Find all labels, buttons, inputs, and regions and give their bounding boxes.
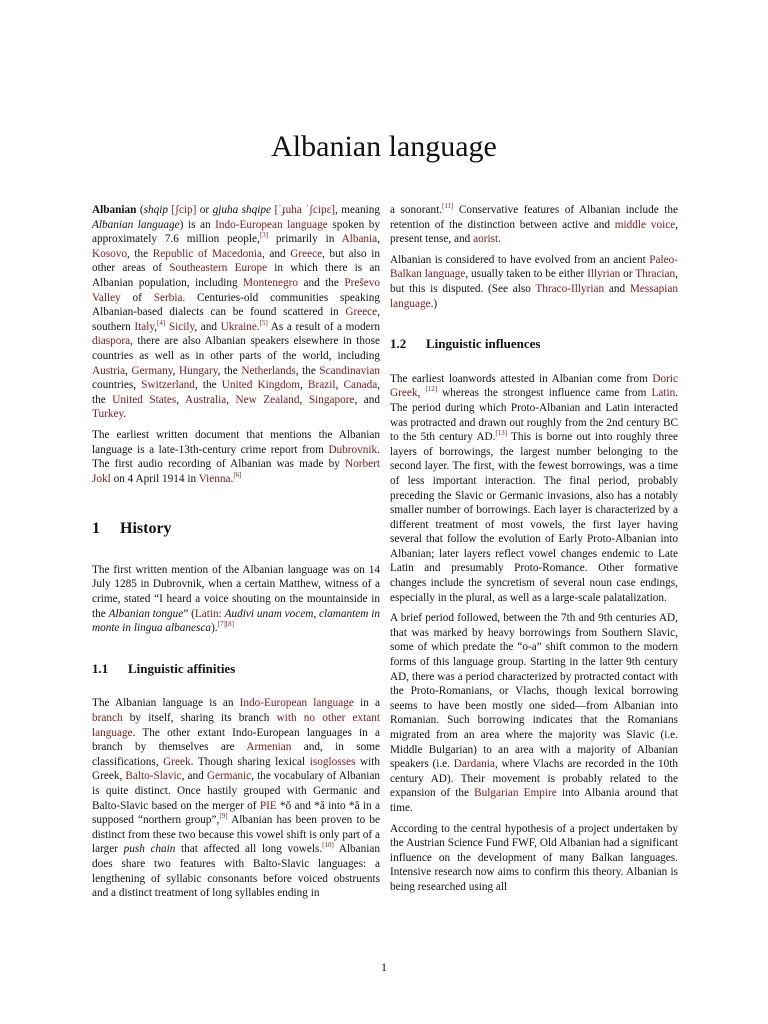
text-run: The first written mention of the Albanian language was on 14 July 1285 in Dubrovnik, when a certain Matthew, witness of a crime, stated “I heard a voice shouting on the mountainside in the	[92, 563, 380, 620]
wiki-link[interactable]: Doric Greek	[390, 372, 678, 400]
wiki-link[interactable]: Norbert Jokl	[92, 458, 380, 485]
wiki-link[interactable]: isoglosses	[309, 755, 356, 768]
text-run: :	[218, 607, 225, 620]
italic-text: gjuha shqipe	[212, 204, 272, 216]
wiki-link[interactable]: Greece	[345, 306, 378, 319]
text-run: ,	[226, 393, 236, 406]
paragraph	[92, 563, 380, 636]
wiki-link[interactable]: Latin	[194, 607, 219, 620]
wiki-link[interactable]: Bulgarian Empire	[474, 787, 557, 800]
wiki-link[interactable]: Singapore	[308, 393, 355, 406]
text-run: in which there is an Albanian population, including	[92, 262, 381, 289]
wiki-link[interactable]: Balto-Slavic	[125, 770, 182, 783]
section-number: 1.2	[390, 336, 407, 352]
italic-text: Albanian tongue	[108, 607, 184, 620]
wiki-link[interactable]: Scandinavian	[319, 364, 380, 377]
text-run: , but this is disputed. (See also	[390, 268, 678, 295]
wiki-link[interactable]: Hungary	[179, 364, 218, 377]
italic-text: push chain	[123, 843, 176, 856]
text-run: , the	[92, 379, 380, 406]
section-heading	[390, 337, 678, 352]
wiki-link[interactable]: United States	[112, 393, 177, 406]
text-run: ,	[172, 364, 180, 377]
paragraph	[390, 203, 678, 247]
section-heading	[92, 662, 380, 677]
text-run: and the	[298, 276, 345, 289]
section-number: 1.1	[92, 660, 109, 676]
citation-link[interactable]: [3]	[259, 231, 269, 240]
text-run: and, in some classifications,	[92, 741, 380, 768]
citation-link[interactable]: [9]	[219, 812, 228, 821]
citation-link[interactable]: [5]	[259, 318, 268, 327]
wiki-link[interactable]: branch	[92, 712, 123, 725]
wiki-link[interactable]: Canada	[343, 379, 378, 392]
wiki-link[interactable]: Thraco-Illyrian	[535, 282, 605, 295]
wiki-link[interactable]: middle voice	[614, 218, 676, 231]
citation-link[interactable]: [12]	[425, 385, 438, 394]
wiki-link[interactable]: Greek	[163, 755, 191, 768]
citation-link[interactable]: [10]	[322, 841, 334, 850]
section-title: History	[120, 520, 172, 538]
text-run: ) is an	[179, 218, 216, 231]
text-run: ,	[377, 233, 380, 246]
text-run: , usually taken to be either	[465, 268, 588, 281]
text-run: or	[196, 204, 213, 216]
page-number: 1	[381, 960, 387, 974]
text-run: in a	[353, 697, 380, 710]
text-run: , the vocabulary of Albanian is quite distinct. Once hastily grouped with Germanic and Balto-Slavic based on the merger of	[92, 770, 380, 812]
section-heading	[92, 522, 380, 537]
wiki-link[interactable]: Serbia	[153, 291, 183, 304]
wiki-link[interactable]: Kosovo	[92, 247, 128, 260]
text-run: The Albanian language is an	[92, 697, 240, 710]
text-run: with Greek,	[92, 755, 380, 783]
wiki-link[interactable]: Montenegro	[243, 276, 299, 289]
text-run: into Albania around that time.	[390, 787, 678, 814]
paragraph	[390, 611, 678, 815]
text-run: ).	[211, 622, 218, 635]
text-run: , but also in other areas of	[92, 247, 381, 275]
wiki-link[interactable]: Brazil	[308, 379, 336, 392]
paragraph	[390, 253, 678, 311]
wiki-link[interactable]: Albania	[341, 233, 378, 246]
text-run: , and	[261, 247, 291, 260]
wiki-link[interactable]: Ukraine	[220, 320, 257, 333]
wiki-link[interactable]: [ʃcip]	[171, 204, 197, 216]
wiki-link[interactable]: Netherlands	[241, 364, 296, 377]
text-run: , the	[194, 379, 222, 392]
text-run: , where Vlachs are recorded in the 10th century AD). Their movement is probably related to the expansion of the	[390, 758, 678, 800]
wiki-link[interactable]: Sicily	[168, 320, 195, 333]
wiki-link[interactable]: Germanic	[206, 770, 252, 783]
text-run: . The first audio recording of Albanian was made by	[92, 443, 380, 471]
text-run: This is borne out into roughly three layers of borrowings, the largest number belonging to the second layer. The first, with the fewest borrowings, was a time of less important interaction. The final period, probably preceding the Slavic or Germanic invasions, also has a notably smaller number of borrowings. Each layer is characterized by a different treatment of most vowels, the first layer having several that follow the evolution of Early Proto-Albanian into Albanian; later layers reflect vowel changes endemic to Late Latin and presumably Proto-Romance. Other formative changes include the syncretism of several noun case endings, especially in the plural, as well as a large-scale palatalization.	[390, 431, 679, 604]
wiki-link[interactable]: Australia	[184, 393, 227, 406]
text-run: , present tense, and	[390, 218, 678, 246]
text-run: , the	[295, 364, 320, 377]
wiki-link[interactable]: Republic of Macedonia	[152, 247, 262, 260]
citation-link[interactable]: [4]	[157, 318, 166, 327]
wiki-link[interactable]: Preševo Valley	[92, 276, 380, 304]
text-run: .	[230, 472, 234, 485]
section-title: Linguistic influences	[426, 336, 541, 352]
wiki-link[interactable]: diaspora	[92, 335, 131, 348]
paragraph	[92, 696, 380, 900]
section-title: Linguistic affinities	[128, 660, 236, 676]
text-run: that affected all long vowels.	[175, 843, 323, 856]
paragraph	[92, 428, 380, 486]
wiki-link[interactable]: Messapian language	[390, 282, 678, 310]
text-run: . The other extant Indo-European languages in a branch by themselves are	[92, 726, 380, 754]
italic-text: shqip	[143, 204, 168, 216]
text-run: a sonorant.	[390, 204, 443, 216]
wiki-link[interactable]: Switzerland	[141, 379, 195, 392]
wiki-link[interactable]: Indo-European language	[239, 697, 354, 710]
text-run: on 4 April 1914 in	[110, 472, 199, 485]
wiki-link[interactable]: Dardania	[453, 758, 495, 771]
wiki-link[interactable]: Paleo-Balkan language	[390, 253, 678, 281]
page-title: Albanian language	[271, 130, 497, 164]
text-run: . Centuries-old communities speaking Albanian-based dialects can be found scattered in	[92, 291, 380, 319]
section-number: 1	[92, 520, 100, 538]
text-run: *ŏ and *ă into *ă in a supposed “northern group”,	[92, 799, 380, 827]
wiki-link[interactable]: Southeastern Europe	[169, 262, 268, 275]
text-run: Albanian is considered to have evolved from an ancient	[390, 253, 650, 266]
wiki-link[interactable]: Germany	[131, 364, 173, 377]
text-run: countries,	[92, 379, 142, 392]
text-run: spoken by approximately 7.6 million people,	[92, 218, 381, 246]
text-run: of	[120, 291, 154, 304]
text-run: The earliest written document that mentions the Albanian language is a late-13th-century crime report from	[92, 428, 380, 456]
text-run: As a result of a modern	[267, 320, 380, 333]
citation-link[interactable]: [11]	[442, 202, 454, 210]
text-run: ” (	[183, 607, 195, 620]
wiki-link[interactable]: United Kingdom	[221, 379, 301, 392]
text-run: (	[136, 204, 144, 216]
wiki-link[interactable]: [ˈɟuha ˈʃcipɛ]	[274, 204, 336, 216]
paragraph	[390, 372, 678, 606]
text-run: ,	[176, 393, 185, 406]
text-run: , there are also Albanian speakers elsewhere in those countries as well as in other parts of the world, including	[92, 335, 380, 362]
text-run: ,	[300, 379, 308, 392]
text-run: by itself, sharing its branch	[122, 712, 277, 725]
text-run: ,	[299, 393, 309, 406]
paragraph	[390, 822, 678, 895]
text-run: ,	[417, 387, 426, 400]
text-run: .	[256, 320, 260, 333]
paragraph	[92, 203, 380, 422]
text-run: According to the central hypothesis of a project undertaken by the Austrian Science Fund FWF, Old Albanian had a significant influence on the development of many Balkan languages. Intensive research now aims to confirm this theory. Albanian is being researched using all	[390, 822, 678, 893]
text-run: ,	[335, 379, 344, 392]
italic-text: Audivi unam vocem, clamantem in monte in lingua albanesca	[92, 607, 380, 635]
citation-link[interactable]: [7][8]	[217, 620, 234, 629]
text-run: , and	[194, 320, 221, 333]
citation-link[interactable]: [6]	[233, 470, 242, 479]
text-run: A brief period followed, between the 7th and 9th centuries AD, that was marked by heavy borrowings from Southern Slavic, some of which predate the “o-a” shift common to the modern forms of this language group. Starting in the latter 9th century AD, there was a period characterized by protracted contact with the Proto-Romanians, or Vlachs, though lexical borrowing seems to have been mostly one sided—from Albanian into Romanian. Such borrowing indicates that the Romanians migrated from an area where the majority was Slavic (i.e. Middle Bulgarian) to an area with a majority of Albanian speakers (i.e.	[390, 612, 678, 771]
text-run: The earliest loanwords attested in Albanian come from	[390, 372, 653, 385]
text-run: and	[604, 282, 630, 295]
text-run: , southern	[92, 306, 380, 333]
text-run: primarily in	[268, 233, 342, 246]
text-run: , and	[354, 393, 380, 406]
wiki-link[interactable]: Turkey	[92, 408, 124, 421]
wiki-link[interactable]: Armenian	[246, 741, 292, 754]
wiki-link[interactable]: Greece	[290, 247, 323, 260]
text-run: .	[123, 408, 127, 421]
text-run: . The period during which Proto-Albanian and Latin interacted was protracted and drawn out roughly from the 2nd century BC to the 5th century AD.	[390, 387, 679, 444]
wiki-link[interactable]: Austria	[92, 364, 126, 377]
text-run: ,	[154, 320, 158, 333]
wiki-link[interactable]: New Zealand	[235, 393, 300, 406]
text-run: .	[498, 233, 501, 246]
text-run: ,	[125, 364, 132, 377]
text-run: Albanian does share two features with Balto-Slavic languages: a lengthening of syllabic consonants before voiced obstruents and a distinct treatment of long syllables ending in	[92, 843, 381, 900]
wiki-link[interactable]: aorist	[473, 233, 499, 246]
wiki-link[interactable]: PIE	[259, 799, 277, 812]
italic-text: Albanian language	[92, 218, 180, 231]
wiki-link[interactable]: with no other extant language	[92, 712, 380, 739]
text-run: .)	[430, 297, 438, 310]
wiki-link[interactable]: Latin	[651, 387, 676, 400]
wiki-link[interactable]: Illyrian	[587, 268, 621, 281]
text-run: whereas the strongest influence came from	[437, 387, 652, 400]
text-run: , the	[217, 364, 242, 377]
text-run: Albanian has been proven to be distinct from these two because this vowel shift is only part of a larger	[92, 814, 380, 856]
wiki-link[interactable]: Vienna	[198, 472, 231, 485]
text-run: , and	[181, 770, 207, 783]
text-run: or	[620, 268, 636, 281]
wiki-link[interactable]: Indo-European language	[215, 218, 328, 231]
text-run: , meaning	[335, 204, 381, 216]
text-run: . Though sharing lexical	[190, 755, 310, 768]
left-column	[92, 203, 380, 907]
citation-link[interactable]: [13]	[495, 429, 508, 438]
wiki-link[interactable]: Italy	[134, 320, 155, 333]
right-column	[390, 203, 678, 901]
text-run: Conservative features of Albanian include the retention of the distinction between active and	[390, 204, 678, 231]
bold-term: Albanian	[92, 204, 137, 216]
text-run: , the	[127, 247, 153, 260]
wiki-link[interactable]: Thracian	[635, 268, 676, 281]
wiki-link[interactable]: Dubrovnik	[328, 443, 378, 456]
